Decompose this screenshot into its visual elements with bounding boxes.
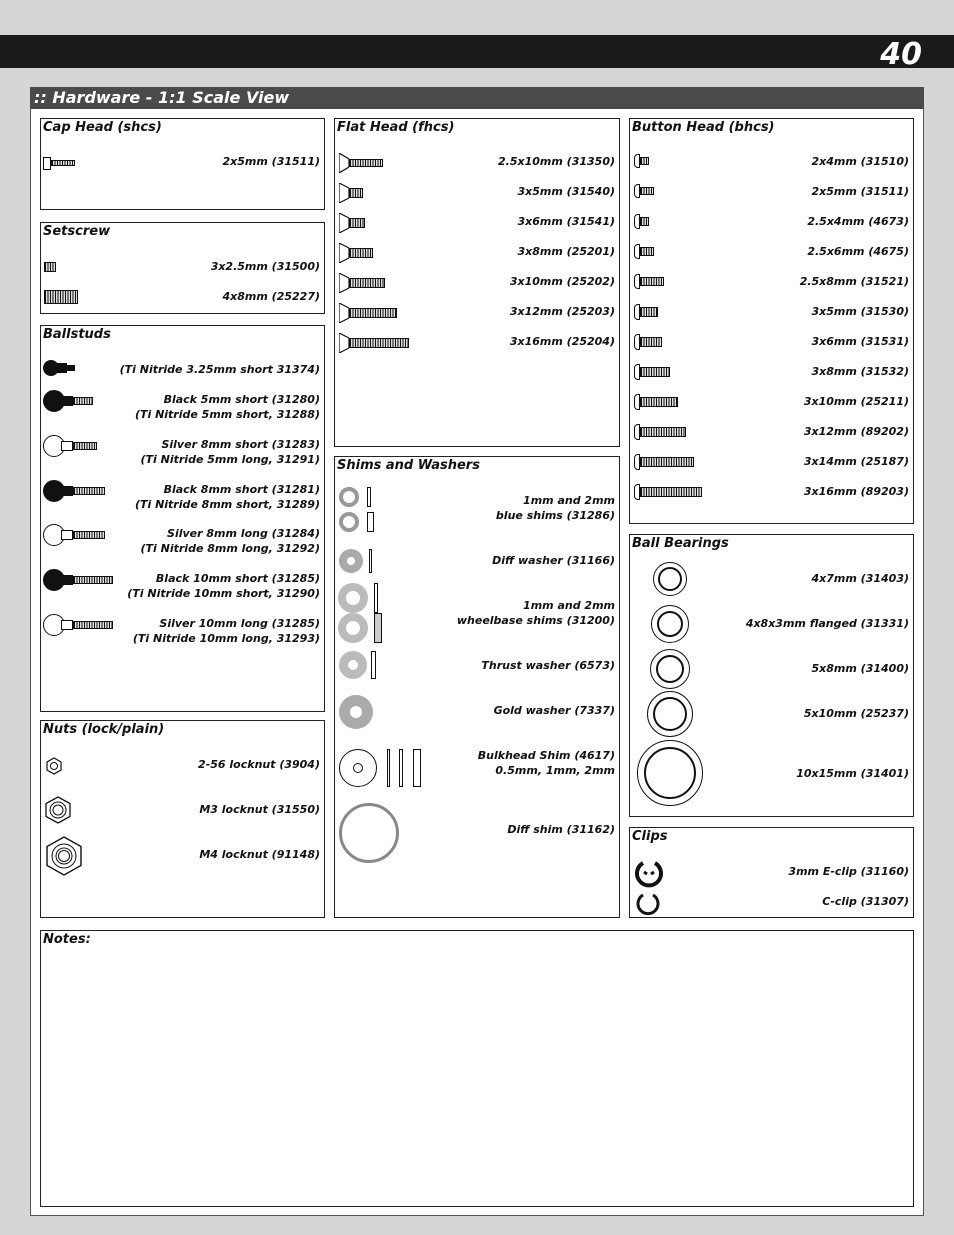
button-head-item: 2.5x8mm (31521) (799, 275, 909, 288)
section-header (30, 87, 924, 109)
flat-head-item: 2.5x10mm (31350) (498, 155, 615, 168)
nut-item: 2-56 locknut (3904) (198, 758, 320, 771)
shim-item: Thrust washer (6573) (481, 659, 615, 672)
clips-title: Clips (632, 829, 668, 844)
flat-head-item: 3x10mm (25202) (509, 275, 615, 288)
button-head-item: 2.5x4mm (4673) (807, 215, 909, 228)
button-head-item: 3x12mm (89202) (803, 425, 909, 438)
setscrew-box (40, 222, 325, 314)
setscrew-small-icon (44, 262, 56, 272)
setscrew-item: 3x2.5mm (31500) (210, 260, 320, 273)
bearing-item: 4x8x3mm flanged (31331) (745, 617, 909, 630)
shim-item: 1mm and 2mm wheelbase shims (31200) (456, 599, 615, 627)
bearings-title: Ball Bearings (632, 536, 729, 551)
nuts-box (40, 720, 325, 918)
ballstud-item: Silver 8mm short (31283) (Ti Nitride 5mm long, 31291) (140, 438, 320, 466)
button-head-item: 3x16mm (89203) (803, 485, 909, 498)
cap-head-title: Cap Head (shcs) (43, 120, 162, 135)
locknut-2-56-icon (45, 757, 63, 779)
c-clip-icon (635, 892, 661, 920)
clip-item: 3mm E-clip (31160) (788, 865, 909, 878)
shim-item: Gold washer (7337) (493, 704, 615, 717)
notes-title: Notes: (43, 932, 91, 947)
shim-item: Diff shim (31162) (507, 823, 615, 836)
cap-head-box (40, 118, 325, 210)
shims-title: Shims and Washers (337, 458, 480, 473)
bearing-item: 10x15mm (31401) (796, 767, 909, 780)
flat-head-box (334, 118, 620, 447)
flat-head-item: 3x6mm (31541) (517, 215, 615, 228)
nut-item: M4 locknut (91148) (199, 848, 320, 861)
setscrew-large-icon (44, 290, 78, 304)
setscrew-item: 4x8mm (25227) (222, 290, 320, 303)
ballstud-item: Silver 8mm long (31284) (Ti Nitride 8mm long, 31292) (140, 527, 320, 555)
flat-head-item: 3x12mm (25203) (509, 305, 615, 318)
shims-box (334, 456, 620, 918)
shim-item: 1mm and 2mm blue shims (31286) (495, 494, 615, 522)
ballstud-item: Black 8mm short (31281) (Ti Nitride 8mm short, 31289) (134, 483, 320, 511)
ballstuds-box (40, 325, 325, 712)
nut-item: M3 locknut (31550) (199, 803, 320, 816)
bearings-box (629, 534, 914, 817)
ballstud-item: Silver 10mm long (31285) (Ti Nitride 10mm long, 31293) (132, 617, 320, 645)
flat-head-item: 3x8mm (25201) (517, 245, 615, 258)
flat-head-title: Flat Head (fhcs) (337, 120, 455, 135)
nuts-title: Nuts (lock/plain) (43, 722, 165, 737)
locknut-m4-icon (43, 835, 85, 881)
e-clip-icon (634, 860, 664, 892)
cap-head-item: 2x5mm (31511) (222, 155, 320, 168)
bearing-item: 5x10mm (25237) (803, 707, 909, 720)
setscrew-title: Setscrew (43, 224, 111, 239)
button-head-item: 2x4mm (31510) (811, 155, 909, 168)
section-title: :: Hardware - 1:1 Scale View (34, 88, 290, 107)
page-number: 40 (880, 37, 922, 72)
ballstud-item: Black 10mm short (31285) (Ti Nitride 10mm short, 31290) (127, 572, 320, 600)
ballstud-item: Black 5mm short (31280) (Ti Nitride 5mm short, 31288) (134, 393, 320, 421)
button-head-item: 3x5mm (31530) (811, 305, 909, 318)
button-head-box (629, 118, 914, 524)
bearing-item: 5x8mm (31400) (811, 662, 909, 675)
flat-head-item: 3x16mm (25204) (509, 335, 615, 348)
shim-item: Diff washer (31166) (492, 554, 615, 567)
button-head-item: 2x5mm (31511) (811, 185, 909, 198)
button-head-item: 3x6mm (31531) (811, 335, 909, 348)
locknut-m3-icon (44, 796, 72, 828)
clips-box (629, 827, 914, 918)
ballstud-item: (Ti Nitride 3.25mm short 31374) (119, 363, 320, 376)
flat-head-item: 3x5mm (31540) (517, 185, 615, 198)
notes-box (40, 930, 914, 1207)
shim-item: Bulkhead Shim (4617) 0.5mm, 1mm, 2mm (477, 749, 615, 777)
clip-item: C-clip (31307) (822, 895, 909, 908)
bearing-item: 4x7mm (31403) (811, 572, 909, 585)
button-head-title: Button Head (bhcs) (632, 120, 775, 135)
button-head-item: 3x10mm (25211) (803, 395, 909, 408)
top-bar (0, 35, 954, 68)
button-head-item: 3x8mm (31532) (811, 365, 909, 378)
button-head-item: 2.5x6mm (4675) (807, 245, 909, 258)
button-head-item: 3x14mm (25187) (803, 455, 909, 468)
ballstuds-title: Ballstuds (43, 327, 111, 342)
